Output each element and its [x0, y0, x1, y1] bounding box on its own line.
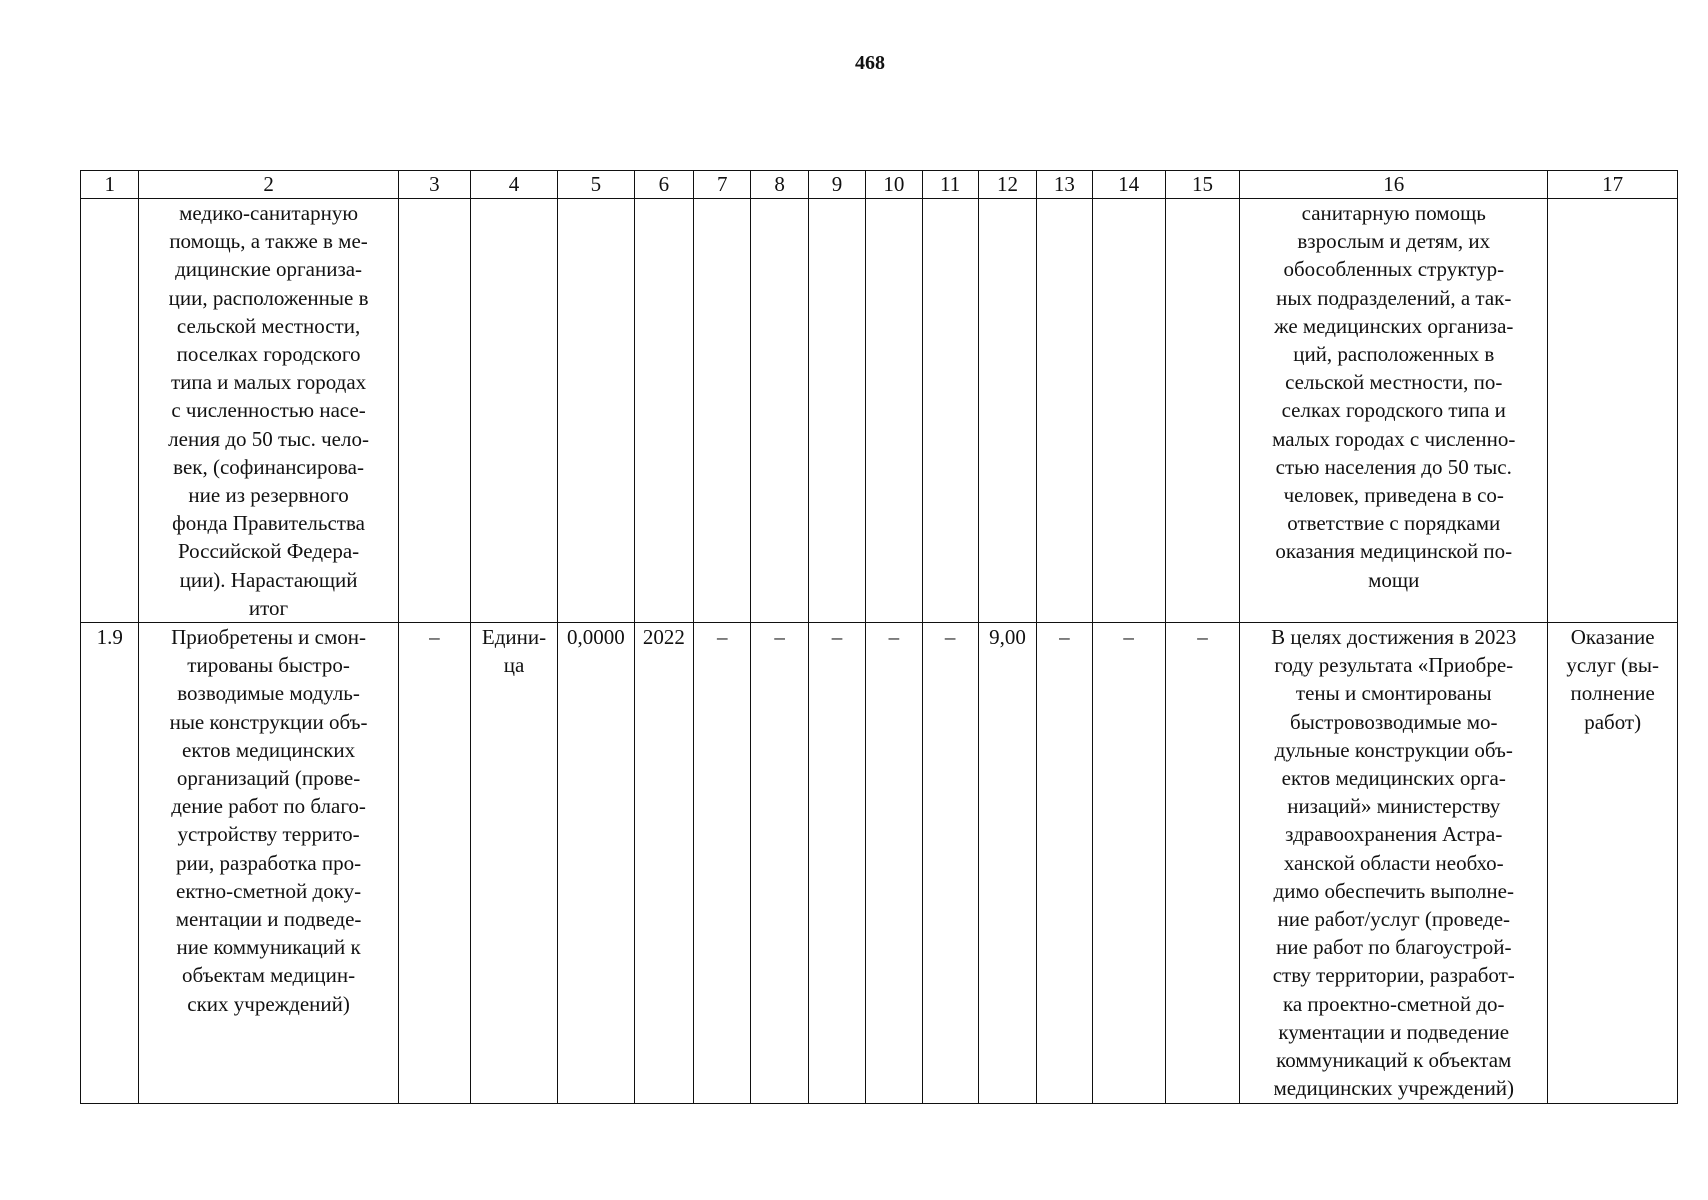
table-cell: –	[398, 623, 470, 1103]
header-cell: 4	[470, 171, 557, 199]
header-cell: 2	[139, 171, 398, 199]
description-cell: В целях достижения в 2023 году результата «Приобре- тены и смонтированы быстровозводимые мо- дульные конструкции объ- ектов медицинских орга- низаций» министерству здравоохранения Астра- ханской области необхо- димо обеспечить выполне- ние работ/услуг (проведе- ние работ по благоустрой- ству территории, разработ- ка проектно-сметной до- кументации и подведение коммуникаций к объектам медицинских учреждений)	[1240, 623, 1548, 1103]
table-cell: –	[1037, 623, 1092, 1103]
header-cell: 15	[1165, 171, 1239, 199]
row-number-cell	[81, 199, 139, 623]
result-name-cell: медико-санитарную помощь, а также в ме- дицинские организа- ции, расположенные в сельской местности, поселках городского типа и малых городах с численностью насе- ления до 50 тыс. чело- век, (софинансирова- ние из резервного фонда Правительства Российской Федера- ции). Нарастающий итог	[139, 199, 398, 623]
header-cell: 1	[81, 171, 139, 199]
table-row	[81, 199, 1678, 623]
table-cell: –	[808, 623, 865, 1103]
table-cell: –	[1092, 623, 1165, 1103]
result-name-cell: Приобретены и смон- тированы быстро- возводимые модуль- ные конструкции объ- ектов медицинских организаций (прове- дение работ по благо- устройству террито- рии, разработка про- ектно-сметной доку- ментации и подведе- ние коммуникаций к объектам медицин- ских учреждений)	[139, 623, 398, 1103]
header-cell: 10	[866, 171, 922, 199]
description-cell: санитарную помощь взрослым и детям, их обособленных структур- ных подразделений, а так- же медицинских организа- ций, расположенных в сельской местности, по- селках городского типа и малых городах с численно- стью населения до 50 тыс. человек, приведена в со- ответствие с порядками оказания медицинской по- мощи	[1240, 199, 1548, 623]
table-cell	[1092, 199, 1165, 623]
header-cell: 3	[398, 171, 470, 199]
header-cell: 5	[558, 171, 635, 199]
table-cell: –	[694, 623, 751, 1103]
table-cell: –	[866, 623, 922, 1103]
header-cell: 17	[1548, 171, 1678, 199]
table-cell	[866, 199, 922, 623]
value-2023-cell: 9,00	[978, 623, 1036, 1103]
unit-cell: Едини- ца	[470, 623, 557, 1103]
base-year-cell: 2022	[634, 623, 694, 1103]
header-cell: 6	[634, 171, 694, 199]
table-cell	[922, 199, 978, 623]
table-cell: –	[922, 623, 978, 1103]
table-row	[81, 623, 1678, 1103]
table-cell	[1165, 199, 1239, 623]
base-year-cell	[634, 199, 694, 623]
base-value-cell: 0,0000	[558, 623, 635, 1103]
header-cell: 14	[1092, 171, 1165, 199]
header-cell: 12	[978, 171, 1036, 199]
table-cell	[751, 199, 808, 623]
result-type-cell: Оказание услуг (вы- полнение работ)	[1548, 623, 1678, 1103]
header-cell: 13	[1037, 171, 1092, 199]
table-cell	[398, 199, 470, 623]
header-cell: 7	[694, 171, 751, 199]
table-cell: –	[751, 623, 808, 1103]
table-cell	[1037, 199, 1092, 623]
results-table	[80, 170, 1678, 1104]
header-cell: 16	[1240, 171, 1548, 199]
header-cell: 9	[808, 171, 865, 199]
header-cell: 11	[922, 171, 978, 199]
table-cell	[694, 199, 751, 623]
base-value-cell	[558, 199, 635, 623]
result-type-cell	[1548, 199, 1678, 623]
table-header-row	[81, 171, 1678, 199]
table-cell	[808, 199, 865, 623]
row-number-cell: 1.9	[81, 623, 139, 1103]
table-cell	[978, 199, 1036, 623]
header-cell: 8	[751, 171, 808, 199]
unit-cell	[470, 199, 557, 623]
table-cell: –	[1165, 623, 1239, 1103]
page-number: 468	[855, 52, 885, 74]
